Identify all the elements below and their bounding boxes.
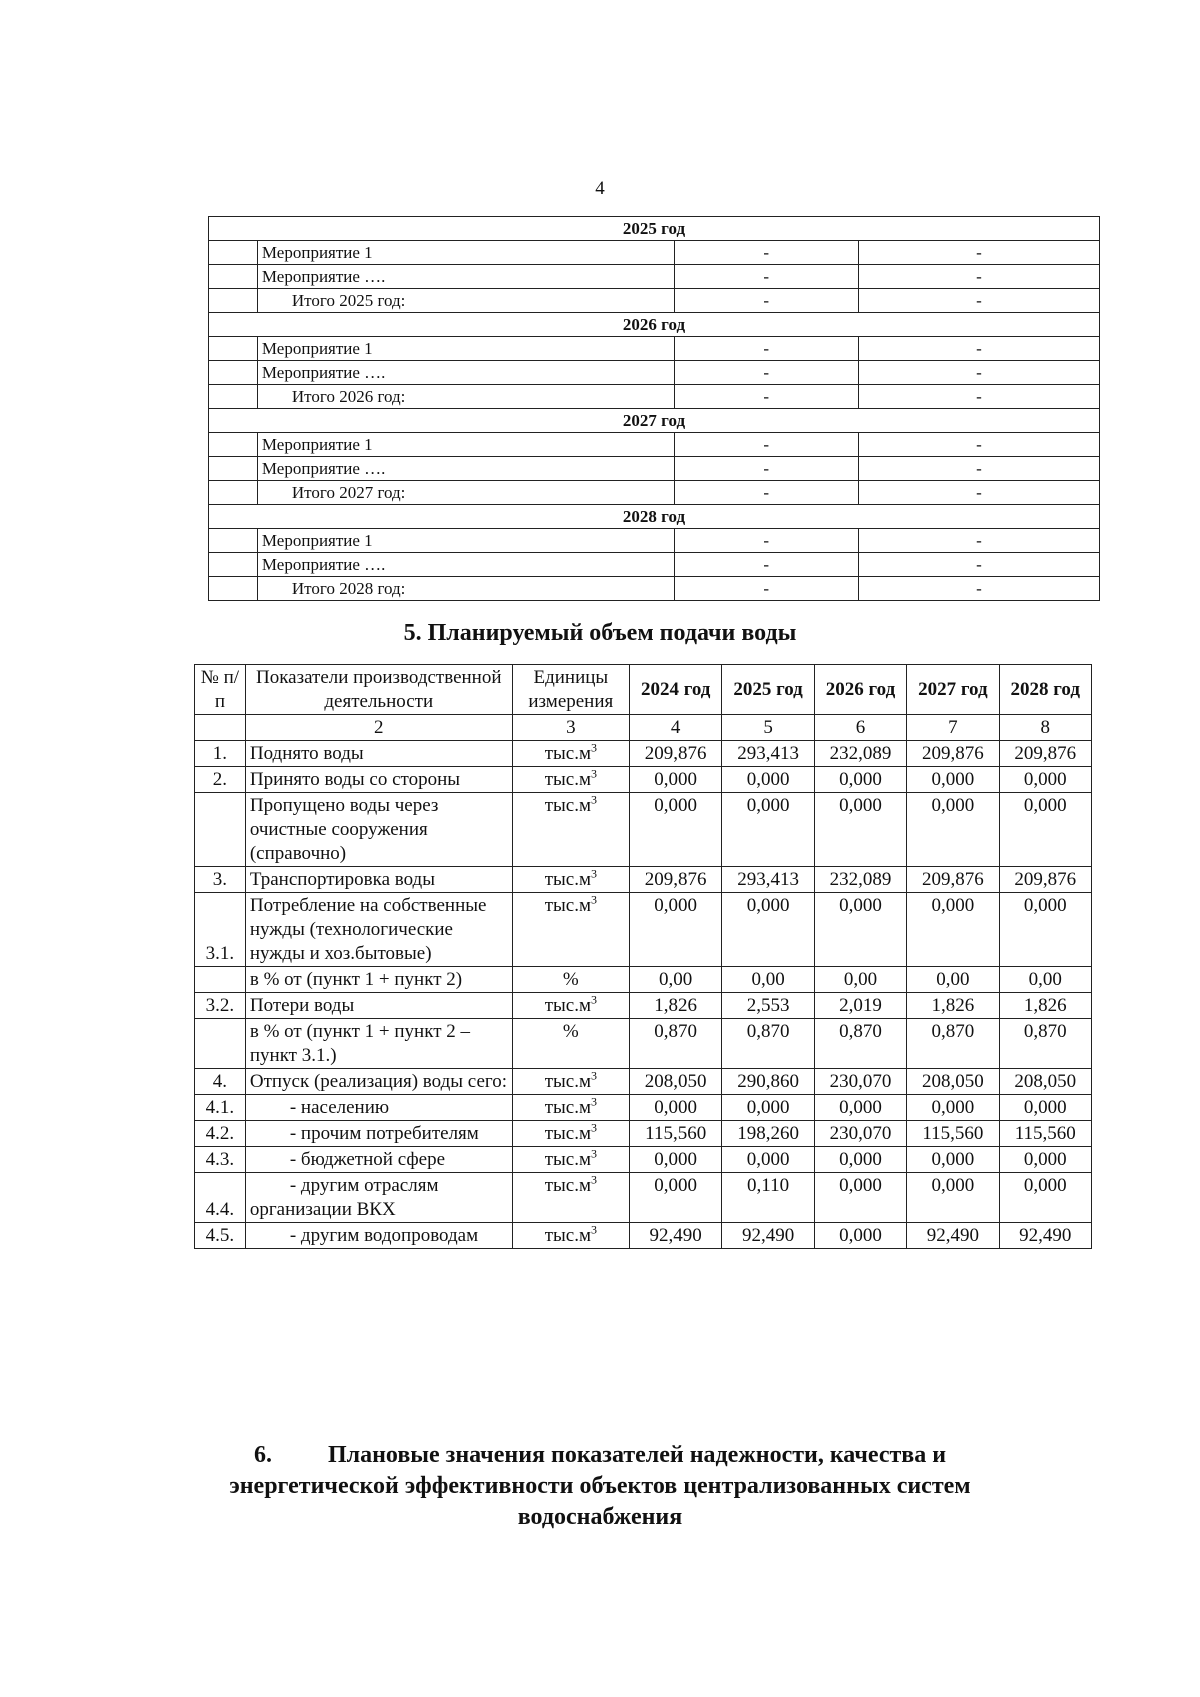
unit-cell [512, 793, 629, 867]
column-number: 3 [512, 715, 629, 741]
event-name: Итого 2028 год: [257, 577, 674, 601]
value-cell: 92,490 [907, 1223, 999, 1249]
value-cell: 0,000 [907, 1147, 999, 1173]
value-cell: 0,000 [999, 1095, 1091, 1121]
event-name: Мероприятие …. [257, 457, 674, 481]
table-header-row [195, 665, 1092, 715]
table-row [209, 577, 1100, 601]
value-cell: 2,553 [722, 993, 814, 1019]
value-cell: 0,000 [907, 767, 999, 793]
indicator-name [245, 993, 512, 1019]
row-index [195, 1019, 246, 1069]
year-row [209, 217, 1100, 241]
table-row [195, 793, 1092, 867]
event-value: - [674, 457, 858, 481]
event-value: - [858, 457, 1099, 481]
unit-superscript: 3 [590, 740, 597, 755]
event-value: - [858, 265, 1099, 289]
indicator-text: Потери воды [249, 995, 355, 1016]
event-value: - [674, 241, 858, 265]
table-row [195, 1121, 1092, 1147]
value-cell: 0,000 [722, 793, 814, 867]
value-cell: 92,490 [999, 1223, 1091, 1249]
unit-cell [512, 1147, 629, 1173]
column-number: 5 [722, 715, 814, 741]
indicator-name [245, 1095, 512, 1121]
header-indicator: Показатели производственной деятельности [245, 665, 512, 715]
header-year-2025: 2025 год [722, 665, 814, 715]
unit-text: тыс.м [544, 869, 591, 890]
empty-cell [209, 241, 258, 265]
indicator-name [245, 1069, 512, 1095]
value-cell: 0,870 [814, 1019, 906, 1069]
unit-text: тыс.м [544, 769, 591, 790]
indicator-text: в % от (пункт 1 + пункт 2 – пункт 3.1.) [249, 1021, 470, 1066]
unit-text: тыс.м [544, 995, 591, 1016]
event-value: - [858, 337, 1099, 361]
event-name: Мероприятие …. [257, 265, 674, 289]
indicator-text: Отпуск (реализация) воды сего: [249, 1071, 507, 1092]
empty-cell [209, 265, 258, 289]
event-name: Мероприятие 1 [257, 433, 674, 457]
value-cell: 92,490 [722, 1223, 814, 1249]
row-index: 1. [195, 741, 246, 767]
section-6-line-1 [0, 1440, 1200, 1471]
unit-cell [512, 893, 629, 967]
indicator-name [245, 1173, 512, 1223]
value-cell: 0,000 [999, 793, 1091, 867]
value-cell: 0,000 [629, 1147, 721, 1173]
value-cell: 0,000 [814, 1223, 906, 1249]
events-table [208, 216, 1100, 601]
indicator-name [245, 767, 512, 793]
page-number: 4 [595, 178, 605, 199]
value-cell: 1,826 [907, 993, 999, 1019]
table-row [209, 433, 1100, 457]
table-row [209, 457, 1100, 481]
year-row [209, 505, 1100, 529]
value-cell: 0,000 [629, 893, 721, 967]
table-row [195, 741, 1092, 767]
indicator-text: - другим отраслям организации ВКХ [249, 1175, 439, 1220]
header-unit: Единицы измерения [512, 665, 629, 715]
section-6-number: 6. [253, 1442, 272, 1468]
value-cell: 115,560 [629, 1121, 721, 1147]
header-year-2026: 2026 год [814, 665, 906, 715]
table-row [195, 767, 1092, 793]
event-value: - [674, 529, 858, 553]
value-cell: 0,000 [814, 893, 906, 967]
header-year-2027: 2027 год [907, 665, 999, 715]
unit-text: тыс.м [544, 1175, 591, 1196]
row-index: 4.4. [195, 1173, 246, 1223]
column-number: 8 [999, 715, 1091, 741]
table-row [195, 1019, 1092, 1069]
event-value: - [674, 265, 858, 289]
value-cell: 290,860 [722, 1069, 814, 1095]
value-cell: 0,000 [722, 893, 814, 967]
value-cell: 230,070 [814, 1121, 906, 1147]
table-row [195, 1069, 1092, 1095]
table-row [209, 265, 1100, 289]
table-row [209, 553, 1100, 577]
empty-cell [209, 553, 258, 577]
unit-superscript: 3 [590, 1146, 597, 1161]
indicator-name [245, 741, 512, 767]
event-value: - [858, 385, 1099, 409]
event-name: Мероприятие …. [257, 553, 674, 577]
unit-superscript: 3 [590, 1222, 597, 1237]
section-5-text: Планируемый объем подачи воды [427, 620, 797, 646]
value-cell: 230,070 [814, 1069, 906, 1095]
unit-cell [512, 741, 629, 767]
column-number: 2 [245, 715, 512, 741]
unit-cell [512, 1095, 629, 1121]
value-cell: 0,00 [907, 967, 999, 993]
section-6-line-3: водоснабжения [517, 1504, 683, 1530]
value-cell: 232,089 [814, 741, 906, 767]
value-cell: 0,000 [814, 793, 906, 867]
event-value: - [674, 577, 858, 601]
row-index: 3.2. [195, 993, 246, 1019]
column-number-row [195, 715, 1092, 741]
unit-text: тыс.м [544, 1225, 591, 1246]
value-cell: 0,000 [907, 1095, 999, 1121]
event-value: - [858, 433, 1099, 457]
indicator-name [245, 1223, 512, 1249]
header-num: № п/п [195, 665, 246, 715]
event-value: - [858, 289, 1099, 313]
indicator-name [245, 1019, 512, 1069]
water-supply-table [194, 664, 1092, 1249]
unit-cell [512, 1223, 629, 1249]
indicator-name [245, 1121, 512, 1147]
column-number: 6 [814, 715, 906, 741]
event-name: Итого 2027 год: [257, 481, 674, 505]
unit-text: % [562, 1021, 579, 1042]
table-row [209, 241, 1100, 265]
table-row [209, 529, 1100, 553]
indicator-name [245, 893, 512, 967]
value-cell: 209,876 [907, 867, 999, 893]
indicator-name [245, 867, 512, 893]
indicator-text: - другим водопроводам [289, 1225, 479, 1246]
indicator-text: Потребление на собственные нужды (технологические нужды и хоз.бытовые) [249, 895, 487, 964]
table-row [209, 481, 1100, 505]
unit-text: тыс.м [544, 795, 591, 816]
unit-superscript: 3 [590, 1120, 597, 1135]
empty-cell [209, 577, 258, 601]
value-cell: 0,110 [722, 1173, 814, 1223]
unit-superscript: 3 [590, 1172, 597, 1187]
empty-cell [209, 529, 258, 553]
table-row [209, 289, 1100, 313]
unit-cell [512, 1173, 629, 1223]
unit-text: тыс.м [544, 743, 591, 764]
unit-superscript: 3 [590, 1068, 597, 1083]
event-name: Мероприятие 1 [257, 241, 674, 265]
indicator-name [245, 967, 512, 993]
value-cell: 1,826 [629, 993, 721, 1019]
unit-cell [512, 993, 629, 1019]
unit-cell [512, 867, 629, 893]
unit-text: тыс.м [544, 1097, 591, 1118]
table-row [209, 337, 1100, 361]
value-cell: 0,000 [814, 1095, 906, 1121]
event-name: Мероприятие 1 [257, 337, 674, 361]
row-index: 4.5. [195, 1223, 246, 1249]
event-value: - [674, 433, 858, 457]
value-cell: 0,000 [629, 1095, 721, 1121]
table-row [209, 361, 1100, 385]
indicator-text: - населению [289, 1097, 390, 1118]
value-cell: 1,826 [999, 993, 1091, 1019]
table-row [195, 1095, 1092, 1121]
event-name: Мероприятие 1 [257, 529, 674, 553]
event-value: - [674, 361, 858, 385]
value-cell: 0,000 [907, 893, 999, 967]
year-heading: 2028 год [209, 505, 1100, 529]
unit-superscript: 3 [590, 892, 597, 907]
table-row [195, 1173, 1092, 1223]
value-cell: 115,560 [999, 1121, 1091, 1147]
value-cell: 0,000 [907, 793, 999, 867]
event-value: - [858, 529, 1099, 553]
indicator-text: - бюджетной сфере [289, 1149, 446, 1170]
value-cell: 209,876 [999, 741, 1091, 767]
value-cell: 0,870 [907, 1019, 999, 1069]
unit-text: тыс.м [544, 1123, 591, 1144]
unit-superscript: 3 [590, 992, 597, 1007]
indicator-text: Принято воды со стороны [249, 769, 461, 790]
year-heading: 2027 год [209, 409, 1100, 433]
value-cell: 0,000 [722, 767, 814, 793]
value-cell: 293,413 [722, 741, 814, 767]
section-5-title [0, 620, 1200, 647]
value-cell: 208,050 [629, 1069, 721, 1095]
table-row [195, 893, 1092, 967]
unit-text: % [562, 969, 579, 990]
unit-cell [512, 1069, 629, 1095]
value-cell: 0,00 [629, 967, 721, 993]
indicator-name [245, 793, 512, 867]
row-index: 4. [195, 1069, 246, 1095]
header-year-2028: 2028 год [999, 665, 1091, 715]
unit-text: тыс.м [544, 1071, 591, 1092]
event-value: - [858, 241, 1099, 265]
unit-text: тыс.м [544, 895, 591, 916]
indicator-text: в % от (пункт 1 + пункт 2) [249, 969, 463, 990]
value-cell: 209,876 [907, 741, 999, 767]
value-cell: 0,00 [814, 967, 906, 993]
event-value: - [674, 385, 858, 409]
event-name: Мероприятие …. [257, 361, 674, 385]
table-row [195, 967, 1092, 993]
unit-cell [512, 1019, 629, 1069]
header-year-2024: 2024 год [629, 665, 721, 715]
column-number [195, 715, 246, 741]
value-cell: 0,00 [999, 967, 1091, 993]
value-cell: 0,000 [722, 1095, 814, 1121]
indicator-text: Транспортировка воды [249, 869, 435, 890]
value-cell: 198,260 [722, 1121, 814, 1147]
value-cell: 92,490 [629, 1223, 721, 1249]
value-cell: 209,876 [629, 867, 721, 893]
section-6-title [0, 1440, 1200, 1533]
event-value: - [674, 481, 858, 505]
value-cell: 232,089 [814, 867, 906, 893]
empty-cell [209, 385, 258, 409]
row-index: 4.3. [195, 1147, 246, 1173]
event-value: - [858, 481, 1099, 505]
year-row [209, 313, 1100, 337]
section-6-line-2: энергетической эффективности объектов централизованных систем [229, 1473, 971, 1499]
value-cell: 115,560 [907, 1121, 999, 1147]
row-index [195, 967, 246, 993]
value-cell: 0,000 [722, 1147, 814, 1173]
indicator-text: - прочим потребителям [289, 1123, 479, 1144]
value-cell: 0,000 [629, 1173, 721, 1223]
empty-cell [209, 481, 258, 505]
row-index: 3.1. [195, 893, 246, 967]
event-name: Итого 2025 год: [257, 289, 674, 313]
value-cell: 0,00 [722, 967, 814, 993]
table-row [195, 993, 1092, 1019]
empty-cell [209, 337, 258, 361]
table-row [195, 1147, 1092, 1173]
event-value: - [674, 337, 858, 361]
column-number: 4 [629, 715, 721, 741]
value-cell: 0,000 [999, 767, 1091, 793]
unit-superscript: 3 [590, 866, 597, 881]
row-index: 4.2. [195, 1121, 246, 1147]
value-cell: 0,870 [999, 1019, 1091, 1069]
value-cell: 0,000 [999, 893, 1091, 967]
indicator-text: Поднято воды [249, 743, 364, 764]
event-value: - [858, 577, 1099, 601]
row-index [195, 793, 246, 867]
year-row [209, 409, 1100, 433]
section-5-number: 5. [403, 620, 422, 646]
empty-cell [209, 289, 258, 313]
empty-cell [209, 433, 258, 457]
unit-text: тыс.м [544, 1149, 591, 1170]
row-index: 2. [195, 767, 246, 793]
value-cell: 0,000 [814, 767, 906, 793]
value-cell: 0,000 [814, 1173, 906, 1223]
value-cell: 208,050 [999, 1069, 1091, 1095]
value-cell: 0,870 [722, 1019, 814, 1069]
unit-superscript: 3 [590, 792, 597, 807]
value-cell: 293,413 [722, 867, 814, 893]
column-number: 7 [907, 715, 999, 741]
value-cell: 2,019 [814, 993, 906, 1019]
unit-cell [512, 1121, 629, 1147]
value-cell: 0,000 [814, 1147, 906, 1173]
unit-superscript: 3 [590, 766, 597, 781]
event-value: - [858, 361, 1099, 385]
value-cell: 208,050 [907, 1069, 999, 1095]
empty-cell [209, 457, 258, 481]
event-value: - [858, 553, 1099, 577]
section-6-text-1: Плановые значения показателей надежности, качества и [327, 1442, 947, 1468]
row-index: 4.1. [195, 1095, 246, 1121]
value-cell: 209,876 [999, 867, 1091, 893]
row-index: 3. [195, 867, 246, 893]
value-cell: 0,000 [629, 793, 721, 867]
table-row [195, 867, 1092, 893]
unit-cell [512, 967, 629, 993]
unit-superscript: 3 [590, 1094, 597, 1109]
value-cell: 0,870 [629, 1019, 721, 1069]
value-cell: 0,000 [999, 1147, 1091, 1173]
event-value: - [674, 289, 858, 313]
value-cell: 0,000 [999, 1173, 1091, 1223]
value-cell: 0,000 [629, 767, 721, 793]
table-row [195, 1223, 1092, 1249]
event-value: - [674, 553, 858, 577]
indicator-name [245, 1147, 512, 1173]
empty-cell [209, 361, 258, 385]
value-cell: 209,876 [629, 741, 721, 767]
indicator-text: Пропущено воды через очистные сооружения (справочно) [249, 795, 439, 864]
value-cell: 0,000 [907, 1173, 999, 1223]
year-heading: 2026 год [209, 313, 1100, 337]
table-row [209, 385, 1100, 409]
event-name: Итого 2026 год: [257, 385, 674, 409]
unit-cell [512, 767, 629, 793]
year-heading: 2025 год [209, 217, 1100, 241]
